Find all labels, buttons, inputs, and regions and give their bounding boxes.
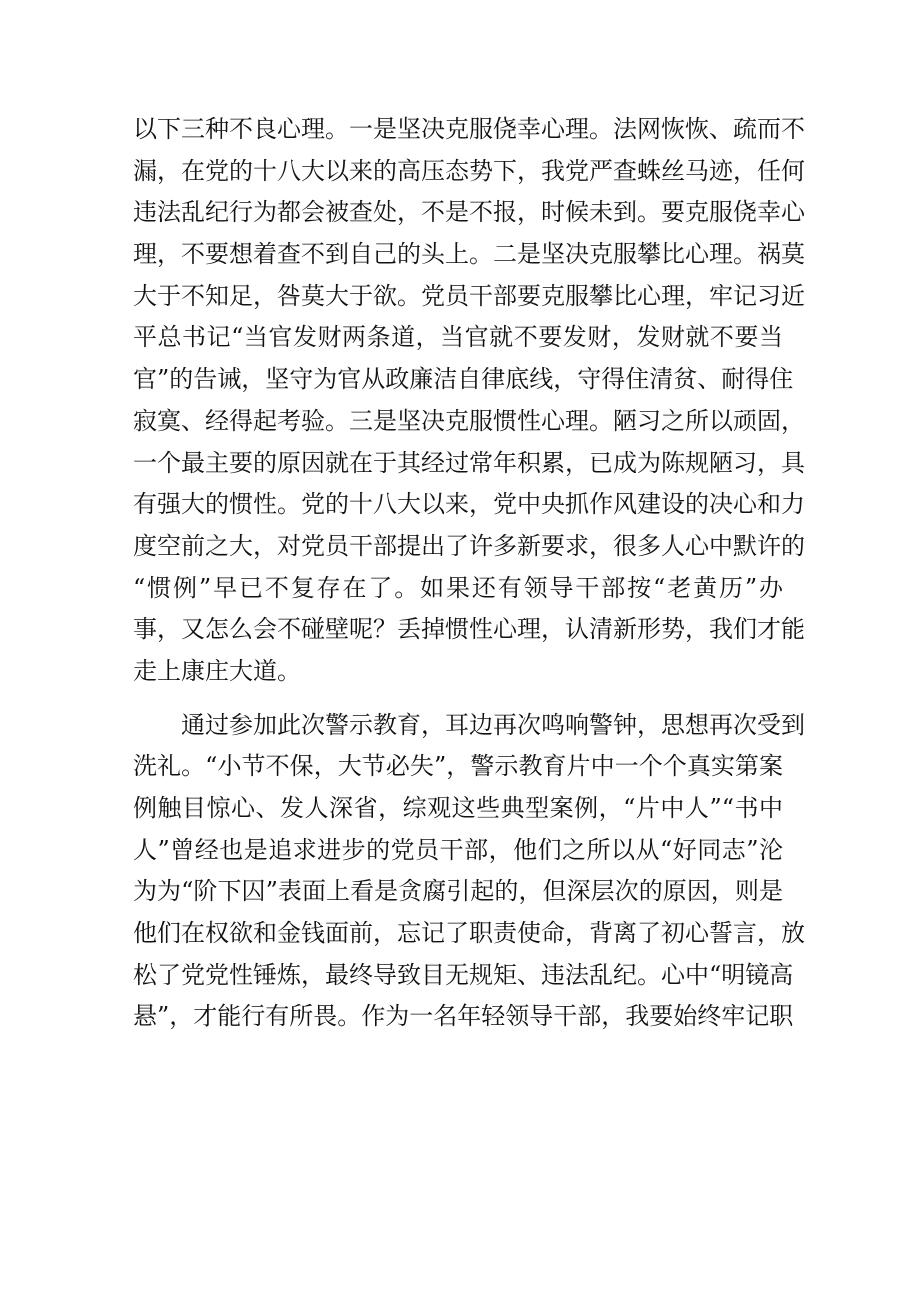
paragraph-line: 平总书记“当官发财两条道，当官就不要发财，发财就不要当	[133, 323, 783, 352]
paragraph-line: 他们在权欲和金钱面前，忘记了职责使命，背离了初心誓言，放	[133, 919, 805, 948]
paragraph-line: 大于不知足，咎莫大于欲。党员干部要克服攀比心理，牢记习近	[133, 281, 805, 310]
paragraph-line: 以下三种不良心理。一是坚决克服侥幸心理。法网恢恢、疏而不	[133, 115, 805, 143]
paragraph-line: 走上康庄大道。	[133, 656, 301, 685]
paragraph-line: 例触目惊心、发人深省，综观这些典型案例，“片中人”“书中	[133, 794, 783, 822]
paragraph-line: 洗礼。“小节不保，大节必失”，警示教育片中一个个真实第案	[133, 752, 783, 781]
paragraph-line: 理，不要想着查不到自己的头上。二是坚决克服攀比心理。祸莫	[133, 240, 805, 269]
paragraph-line: 官”的告诫，坚守为官从政廉洁自律底线，守得住清贫、耐得住	[133, 365, 794, 394]
paragraph-line: 寂寞、经得起考验。三是坚决克服惯性心理。陋习之所以顽固，	[133, 406, 805, 435]
paragraph-line: 一个最主要的原因就在于其经过常年积累，已成为陈规陋习，具	[133, 448, 805, 477]
paragraph-line: 漏，在党的十八大以来的高压态势下，我党严查蛛丝马迹，任何	[133, 156, 805, 185]
paragraph-2	[133, 705, 805, 1039]
paragraph-line: 松了党党性锤炼，最终导致目无规矩、违法乱纪。心中“明镜高	[133, 960, 794, 989]
paragraph-1	[133, 109, 805, 693]
paragraph-line: 度空前之大，对党员干部提出了许多新要求，很多人心中默许的	[133, 531, 805, 560]
paragraph-line: 为为“阶下囚”表面上看是贪腐引起的，但深层次的原因，则是	[133, 877, 783, 906]
paragraph-line: 悬”，才能行有所畏。作为一名年轻领导干部，我要始终牢记职	[133, 1002, 794, 1031]
paragraph-spacer	[133, 693, 783, 705]
paragraph-line: 违法乱纪行为都会被查处，不是不报，时候未到。要克服侥幸心	[133, 198, 805, 227]
paragraph-line: “惯例”早已不复存在了。如果还有领导干部按“老黄历”办	[133, 573, 783, 602]
document-body	[133, 109, 805, 1038]
paragraph-line: 有强大的惯性。党的十八大以来，党中央抓作风建设的决心和力	[133, 490, 805, 519]
paragraph-line: 通过参加此次警示教育，耳边再次鸣响警钟，思想再次受到	[181, 710, 805, 739]
paragraph-line: 人”曾经也是追求进步的党员干部，他们之所以从“好同志”沦	[133, 835, 783, 864]
paragraph-line: 事，又怎么会不碰壁呢？丢掉惯性心理，认清新形势，我们才能	[133, 615, 805, 644]
